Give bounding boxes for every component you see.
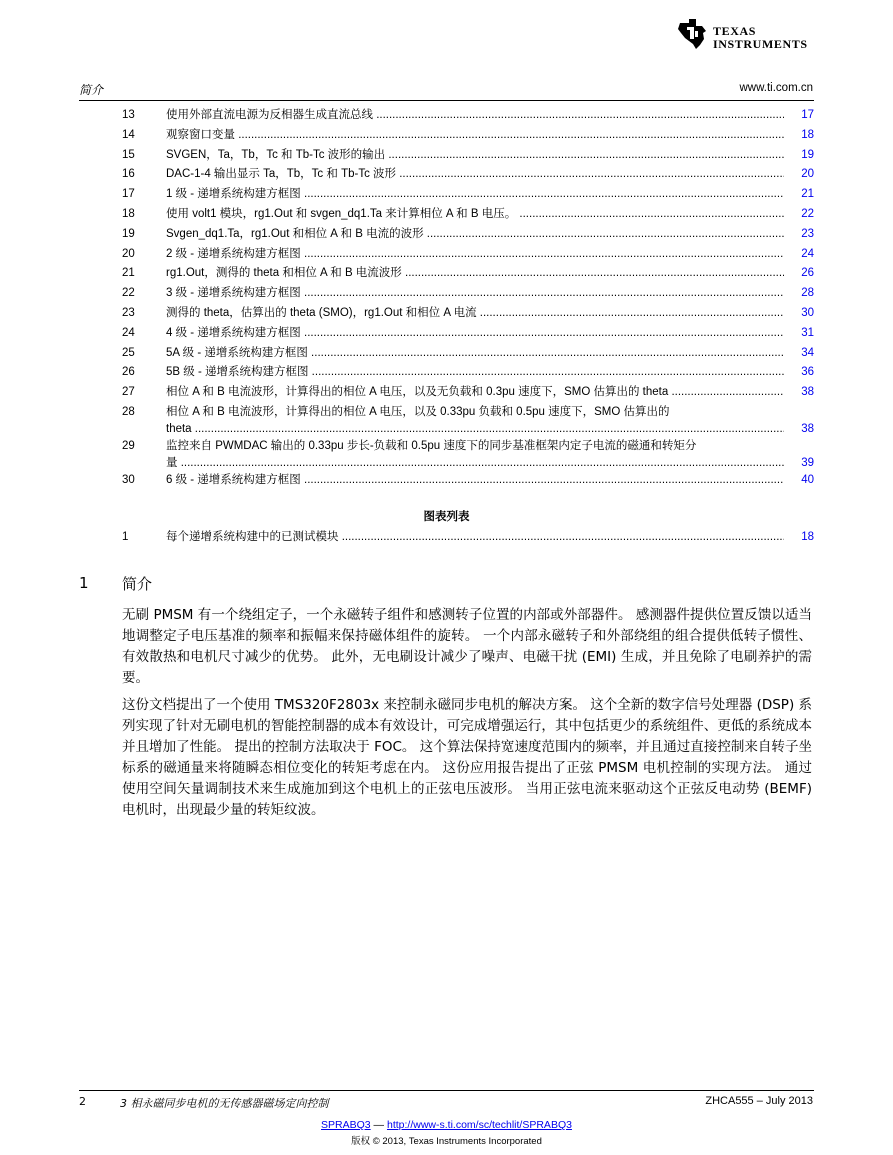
footer-copyright: 版权 © 2013, Texas Instruments Incorporated [351, 1136, 542, 1147]
toc-entry-title: 1 级 - 递增系统构建方框图 [166, 188, 301, 201]
toc-entry-number: 25 [122, 346, 135, 359]
toc-entry-number: 15 [122, 148, 135, 161]
toc-entry-number: 19 [122, 227, 135, 240]
toc-entry-page-link[interactable]: 22 [801, 208, 814, 220]
toc-entry-number: 21 [122, 267, 135, 280]
toc-entry-title: SVGEN，Ta，Tb，Tc 和 Tb-Tc 波形的输出 [166, 148, 386, 161]
logo-text-texas: TEXAS [713, 24, 757, 38]
toc-entry-title: 相位 A 和 B 电流波形，计算得出的相位 A 电压，以及无负载和 0.3pu 速度下，SMO 估算出的 theta [166, 386, 669, 399]
toc-entry-title: 6 级 - 递增系统构建方框图 [166, 474, 301, 486]
header-url[interactable]: www.ti.com.cn [739, 82, 813, 94]
footer-doc-title: 3 相永磁同步电机的无传感器磁场定向控制 [120, 1097, 329, 1110]
toc-entry-title: Svgen_dq1.Ta，rg1.Out 和相位 A 和 B 电流的波形 [166, 227, 424, 240]
footer-rule [79, 1090, 814, 1091]
toc-entry-title: 4 级 - 递增系统构建方框图 [166, 326, 301, 339]
ti-logo-icon [676, 17, 710, 51]
toc-entry-page-link[interactable]: 17 [801, 109, 814, 121]
toc-entry-title: 2 级 - 递增系统构建方框图 [166, 247, 301, 260]
logo-text-instruments: INSTRUMENTS [713, 37, 808, 51]
toc-entry-page-link[interactable]: 26 [801, 267, 814, 280]
toc-entry-page-link[interactable]: 34 [801, 346, 814, 359]
toc-entry-page-link[interactable]: 40 [801, 474, 814, 486]
toc-entry-number: 22 [122, 287, 135, 300]
toc-entry-title: 观察窗口变量 [166, 128, 235, 141]
toc-entry-title: 5B 级 - 递增系统构建方框图 [166, 366, 309, 379]
toc-entry-title: 相位 A 和 B 电流波形，计算得出的相位 A 电压，以及 0.33pu 负载和 0.5pu 速度下，SMO 估算出的 [166, 406, 670, 418]
toc-entry-number: 13 [122, 109, 135, 121]
toc-entry-page-link[interactable]: 24 [801, 247, 814, 260]
toc-entry-number: 29 [122, 440, 135, 452]
list-of-tables-heading: 图表列表 [423, 509, 470, 523]
toc-entry-number: 28 [122, 406, 135, 418]
toc-entry-page-link[interactable]: 20 [801, 168, 814, 181]
footer-link-line [0, 1119, 893, 1131]
toc-entry-page-link[interactable]: 38 [801, 423, 814, 435]
toc-entry-page-link[interactable]: 19 [801, 148, 814, 161]
toc-entry-number: 20 [122, 247, 135, 260]
toc-entry-page-link[interactable]: 31 [801, 326, 814, 339]
toc-entry-page-link[interactable]: 21 [801, 188, 814, 201]
toc-entry-title: 使用 volt1 模块，rg1.Out 和 svgen_dq1.Ta 来计算相位 A 和 B 电压。 [166, 208, 517, 220]
toc-entry-title-continued: 量 [166, 457, 178, 469]
footer-link-id[interactable]: SPRABQ3 [321, 1119, 371, 1131]
toc-entry-page-link[interactable]: 23 [801, 227, 814, 240]
toc-entry-number: 14 [122, 128, 135, 141]
header-rule [79, 100, 814, 101]
toc-entry-title: 测得的 theta，估算出的 theta (SMO)，rg1.Out 和相位 A 电流 [166, 307, 477, 319]
toc-entry-page-link[interactable]: 36 [801, 366, 814, 379]
toc-entry-page-link[interactable]: 18 [801, 128, 814, 141]
toc-entry-number: 18 [122, 208, 135, 220]
ti-logo [676, 17, 816, 53]
toc-entry-number: 30 [122, 474, 135, 486]
toc-entry-number: 27 [122, 386, 135, 399]
toc-entry-title: 使用外部直流电源为反相器生成直流总线 [166, 109, 373, 121]
footer-link-url[interactable]: http://www-s.ti.com/sc/techlit/SPRABQ3 [386, 1119, 572, 1131]
section-number: 1 [79, 574, 89, 592]
toc-entry-number: 24 [122, 326, 135, 339]
section-title: 简介 [122, 575, 153, 593]
toc-entry-page-link[interactable]: 18 [801, 531, 814, 543]
footer-link-separator: — [370, 1119, 387, 1131]
intro-paragraph-1: 无刷 PMSM 有一个绕组定子，一个永磁转子组件和感测转子位置的内部或外部器件。 感测器件提供位置反馈以适当地调整定子电压基准的频率和振幅来保持磁体组件的旋转。 一个内部永磁转子和外部绕组的组合提供低转子惯性、有效散热和电机尺寸减少的优势。 此外，无电刷设计减少了噪声、电磁干扰 (EMI) 生成，并且免除了电刷养护的需要。 [122, 607, 812, 686]
toc-entry-page-link[interactable]: 39 [801, 457, 814, 469]
toc-entry-title-continued: theta [166, 423, 192, 435]
intro-paragraph-2: 这份文档提出了一个使用 TMS320F2803x 来控制永磁同步电机的解决方案。 这个全新的数字信号处理器 (DSP) 系列实现了针对无刷电机的智能控制器的成本有效设计，可完成增强运行，其中包括更少的系统组件、更低的系统成本并且增加了性能。 提出的控制方法取决于 FOC。 这个算法保持宽速度范围内的频率，并且通过直接控制来自转子坐标系的磁通量来将随瞬态相位变化的转矩考虑在内。 这份应用报告提出了正弦 PMSM 电机控制的实现方法。 通过使用空间矢量调制技术来生成施加到这个电机上的正弦电压波形。 当用正弦电流来驱动这个正弦反电动势 (BEMF) 电机时，出现最少量的转矩纹波。 [122, 697, 812, 818]
toc-entry-title: 每个递增系统构建中的已测试模块 [166, 531, 339, 543]
toc-entry-page-link[interactable]: 30 [801, 307, 814, 319]
toc-entry-number: 1 [122, 531, 129, 543]
header-section-name: 简介 [79, 83, 104, 97]
page-number: 2 [79, 1095, 86, 1108]
toc-entry-title: 监控来自 PWMDAC 输出的 0.33pu 步长-负载和 0.5pu 速度下的同步基准框架内定子电流的磁通和转矩分 [166, 440, 697, 452]
toc-entry-number: 26 [122, 366, 135, 379]
toc-entry-number: 23 [122, 307, 135, 319]
toc-entry-number: 17 [122, 188, 135, 201]
toc-entry-page-link[interactable]: 28 [801, 287, 814, 300]
toc-entry-title: 3 级 - 递增系统构建方框图 [166, 287, 301, 300]
toc-entry-title: DAC-1-4 输出显示 Ta，Tb，Tc 和 Tb-Tc 波形 [166, 168, 397, 181]
footer-doc-id: ZHCA555 – July 2013 [705, 1095, 813, 1107]
toc-entry-page-link[interactable]: 38 [801, 386, 814, 399]
toc-entry-number: 16 [122, 168, 135, 181]
toc-entry-title: 5A 级 - 递增系统构建方框图 [166, 346, 308, 359]
toc-entry-title: rg1.Out，测得的 theta 和相位 A 和 B 电流波形 [166, 267, 402, 280]
